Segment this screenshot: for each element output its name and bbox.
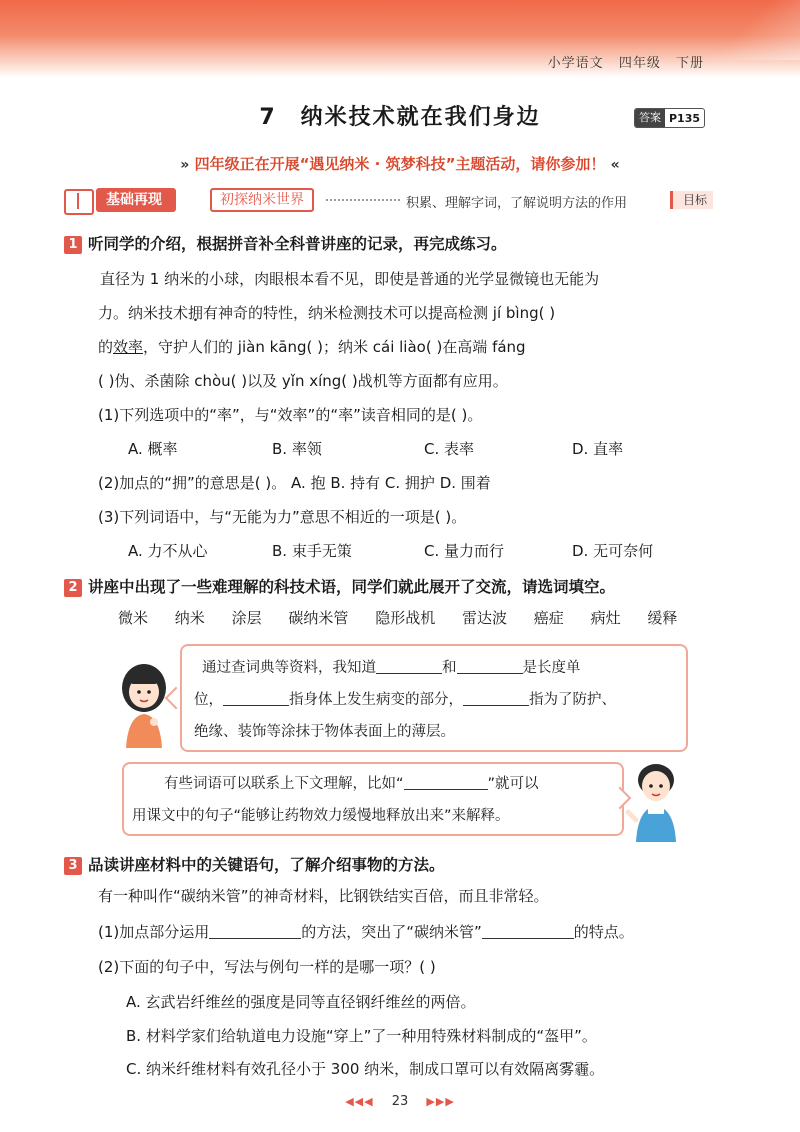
lesson-number: 7 [259,105,277,130]
text-span: 位， [194,692,223,708]
page-number: 23 [391,1094,409,1109]
right-arrows-icon: ▶▶▶ [426,1095,455,1108]
dotted-char: 拥 [188,304,204,322]
bubble-line [202,656,581,677]
text-span: 有神奇的特性，纳米检测技术可以提高检测 jí bìng( ) [203,304,556,322]
passage-line: 直径为 1 纳米的小球，肉眼根本看不见，即使是普通的光学显微镜也无能为 [100,270,600,288]
passage-line [98,336,526,357]
word-item: 病灶 [590,609,621,627]
book-info [538,52,704,71]
text-span: 的特点。 [573,923,634,941]
question-number: 3 [64,857,82,875]
fill-blank[interactable] [463,691,529,706]
option-a[interactable]: A. 力不从心 [128,542,208,560]
fill-blank[interactable] [223,691,289,706]
book-icon [64,189,94,215]
question-text: 讲座中出现了一些难理解的科技术语，同学们就此展开了交流，请选词填空。 [88,578,616,596]
bubble-line [194,688,616,709]
text-span: 指身体上发生病变的部分， [289,692,463,708]
subquestion-1: (1)下列选项中的“率”，与“效率”的“率”读音相同的是( )。 [98,406,483,424]
activity-banner [0,153,800,174]
fill-blank[interactable] [376,659,442,674]
fill-blank[interactable] [482,924,574,939]
left-arrows-icon: ◀◀◀ [345,1095,374,1108]
text-span: 指为了防护、 [529,692,616,708]
answer-label: 答案 [635,109,665,127]
option-a[interactable]: A. 概率 [128,440,178,458]
word-item: 涂层 [231,609,262,627]
question-text: 听同学的介绍，根据拼音补全科普讲座的记录，再完成练习。 [88,235,507,253]
text-span: (1)加点部分运用 [98,923,210,941]
answer-reference[interactable] [634,108,705,128]
chevron-right-icon: » [180,157,190,173]
text-span: ”就可以 [487,776,539,792]
word-item: 雷达波 [461,609,507,627]
word-item: 隐形战机 [375,609,436,627]
word-item: 缓释 [647,609,678,627]
question-1-prompt [64,232,507,254]
example-sentence: 有一种叫作“碳纳米管”的神奇材料，比钢铁结实百倍，而且非常轻。 [98,887,549,905]
option-d[interactable]: D. 直率 [572,440,624,458]
question-2-prompt [64,575,615,597]
text-span: ，守护人们的 jiàn kāng( )；纳米 cái liào( )在高端 fáng [143,338,526,356]
option-b[interactable]: B. 材料学家们给轨道电力设施“穿上”了一种用特殊材料制成的“盔甲”。 [126,1027,597,1045]
text-span: 和 [442,660,457,676]
speech-bubble-2 [122,762,624,836]
option-c[interactable]: C. 量力而行 [424,542,505,560]
section-divider [326,199,400,201]
text-span: 的方法，突出了“碳纳米管” [301,923,482,941]
option-c[interactable]: C. 表率 [424,440,475,458]
bubble-line [164,772,539,793]
subquestion-2: (2)下面的句子中，写法与例句一样的是哪一项？( ) [98,958,436,976]
bubble-line: 绝缘、装饰等涂抹于物体表面上的薄层。 [194,724,455,740]
bubble-line: 用课文中的句子“能够让药物效力缓慢地释放出来”来解释。 [132,808,510,824]
option-b[interactable]: B. 束手无策 [272,542,352,560]
option-c[interactable]: C. 纳米纤维材料有效孔径小于 300 纳米，制成口罩可以有效隔离雾霾。 [126,1060,605,1078]
passage-line [98,302,555,323]
question-number: 2 [64,579,82,597]
passage-line: ( )伪、杀菌除 chòu( )以及 yǐn xíng( )战机等方面都有应用。 [98,372,508,390]
goal-tag: 目标 [670,191,713,209]
chevron-left-icon: « [610,157,620,173]
text-span: 是长度单 [522,660,581,676]
fill-blank[interactable] [457,659,523,674]
speech-bubble-1 [180,644,688,752]
page-footer [0,1094,800,1109]
fill-blank[interactable] [209,924,301,939]
text-span: 力。纳米技术 [98,304,189,322]
section-label: 基础再现 [96,188,176,212]
section-header [64,186,734,214]
volume-label: 下册 [675,56,704,71]
text-span: 的 [98,338,114,356]
answer-page: P135 [669,111,701,125]
grade-label: 四年级 [618,56,661,71]
section-sublabel: 初探纳米世界 [210,188,314,212]
word-bank [118,607,699,628]
corner-decoration [710,0,800,60]
girl-illustration [114,660,174,748]
word-item: 碳纳米管 [288,609,349,627]
underlined-word: 效率 [113,338,144,356]
word-item: 微米 [118,609,149,627]
lesson-title-text: 纳米技术就在我们身边 [300,105,541,130]
subquestion-2: (2)加点的“拥”的意思是( )。 A. 抱 B. 持有 C. 拥护 D. 围着 [98,474,491,492]
subquestion-1 [98,921,634,942]
word-item: 癌症 [533,609,564,627]
fill-blank[interactable] [404,775,488,790]
option-a[interactable]: A. 玄武岩纤维丝的强度是同等直径钢纤维丝的两倍。 [126,993,476,1011]
option-d[interactable]: D. 无可奈何 [572,542,654,560]
question-text: 品读讲座材料中的关键语句，了解介绍事物的方法。 [88,856,445,874]
text-span: 有些词语可以联系上下文理解，比如“ [164,776,404,792]
section-goal: 积累、理解字词，了解说明方法的作用 [406,196,628,211]
option-b[interactable]: B. 率领 [272,440,322,458]
subquestion-3: (3)下列词语中，与“无能为力”意思不相近的一项是( )。 [98,508,467,526]
activity-text: 四年级正在开展“遇见纳米 · 筑梦科技”主题活动，请你参加！ [194,155,606,173]
question-number: 1 [64,236,82,254]
subject-label: 小学语文 [547,56,604,71]
word-item: 纳米 [174,609,205,627]
text-span: 通过查词典等资料，我知道 [202,660,376,676]
boy-illustration [618,758,688,842]
question-3-prompt [64,853,445,875]
